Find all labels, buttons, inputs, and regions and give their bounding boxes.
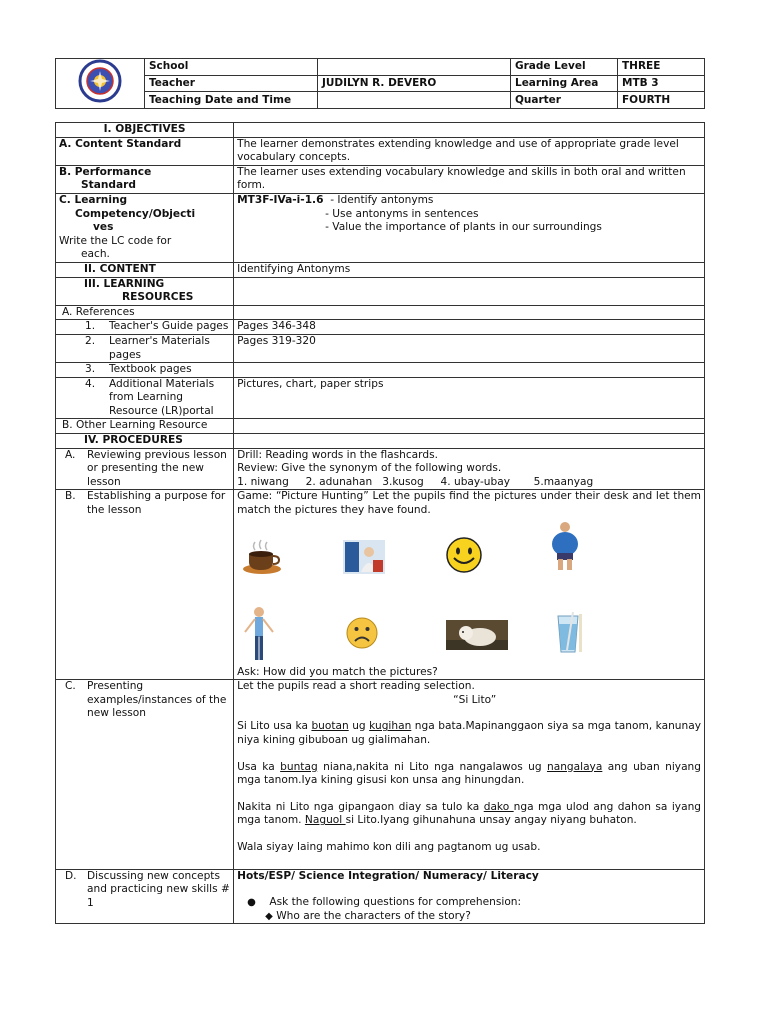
content-row [56, 262, 705, 277]
game-instructions: Game: “Picture Hunting” Let the pupils find the pictures under their desk and let them match the pictures they have found. [237, 490, 701, 517]
content-standard-label: A. Content Standard [56, 137, 234, 165]
header-table [55, 58, 705, 109]
content-value: Identifying Antonyms [234, 262, 705, 277]
resource-item-row: 1. Teacher's Guide pages Pages 346-348 [56, 320, 705, 335]
quarter-label: Quarter [511, 92, 618, 109]
resource-item-label: Learner's Materials pages [109, 334, 210, 361]
reading-intro: Let the pupils read a short reading selection. [237, 680, 475, 693]
story-title: “Si Lito” [453, 693, 497, 706]
lesson-table [55, 122, 705, 924]
glass-of-water-icon [553, 610, 583, 654]
resources-label-1: III. LEARNING [84, 277, 165, 290]
lc-code: MT3F-IVa-i-1.6 [237, 193, 324, 206]
drill-line: Drill: Reading words in the flashcards. [237, 448, 438, 461]
lc-item-2: - Use antonyms in sentences [325, 207, 479, 220]
hot-coffee-icon [241, 536, 283, 576]
performance-standard-row [56, 165, 705, 193]
resource-item-value [234, 363, 705, 378]
content-standard-text: The learner demonstrates extending knowledge and use of appropriate grade level vocabulary concepts. [234, 137, 705, 165]
comprehension-question-1: Who are the characters of the story? [276, 909, 471, 922]
resource-item-row: 2. Learner's Materials pages Pages 319-320 [56, 334, 705, 362]
references-label: A. References [56, 305, 234, 320]
picture-grid [237, 518, 701, 666]
fat-man-icon [547, 520, 583, 572]
resources-label-2: RESOURCES [122, 291, 194, 304]
integration-heading: Hots/ESP/ Science Integration/ Numeracy/ Literacy [237, 869, 539, 882]
competency-label-1: C. Learning [59, 193, 128, 206]
procedures-label: IV. PROCEDURES [56, 434, 234, 449]
sad-face-icon [345, 616, 379, 650]
date-label: Teaching Date and Time [145, 92, 318, 109]
area-value: MTB 3 [618, 75, 705, 92]
procedure-a-label: Reviewing previous lesson or presenting the new lesson [87, 448, 227, 488]
ask-question: Ask: How did you match the pictures? [237, 665, 438, 678]
competency-label-3: ves [93, 221, 114, 234]
grade-value: THREE [618, 59, 705, 76]
resource-item-value: Pictures, chart, paper strips [234, 377, 705, 419]
content-label: II. CONTENT [56, 262, 234, 277]
procedure-b-row: B. Establishing a purpose for the lesson Game: “Picture Hunting” Let the pupils find the pictures under their desk and let them match the pictures they have found. Ask: How did you match the pictures? [56, 490, 705, 680]
deped-seal-icon [76, 59, 124, 103]
school-value [318, 59, 511, 76]
comprehension-instruction: Ask the following questions for comprehension: [269, 896, 522, 909]
story-paragraph-1: Si Lito usa ka buotan ug kugihan nga bata.Mapinanggaon siya sa mga tanom, kanunay niya kining gibuboan ug gialimahan. [237, 720, 701, 746]
story-paragraph-2: Usa ka buntag niana,nakita ni Lito nga nangalawos ug nangalaya ang uban niyang mga tanom.Iya kining gisusi kon unsa ang hinungdan. [237, 760, 701, 787]
content-standard-row [56, 137, 705, 165]
quarter-value: FOURTH [618, 92, 705, 109]
synonym-words: 1. niwang 2. adunahan 3.kusog 4. ubay-ubay 5.maanyag [237, 475, 594, 488]
teacher-label: Teacher [145, 75, 318, 92]
resources-heading-row [56, 277, 705, 305]
thin-man-icon [243, 606, 275, 662]
performance-label-1: B. Performance [59, 165, 152, 178]
grade-label: Grade Level [511, 59, 618, 76]
resource-item-label: Additional Materials from Learning Resource (LR)portal [109, 377, 215, 417]
other-resource-label: B. Other Learning Resource [56, 419, 234, 434]
objectives-heading: I. OBJECTIVES [56, 123, 234, 138]
procedure-c-row: C. Presenting examples/instances of the new lesson Let the pupils read a short reading selection. “Si Lito” Si Lito usa ka buotan ug kugihan nga bata.Mapinanggaon siya sa mga tanom, kanunay niya kining gibuboan ug gialimahan. Usa ka buntag niana,nakita ni Lito nga nangalawos ug nangalaya ang uban niyang mga tanom.Iya kining gisusi kon unsa ang hinungdan. Nakita ni Lito nga gipangaon diay sa tulo ka dako nga mga ulod ang dahon sa iyang mga tanom. Naguol si Lito.Iyang gihunahuna unsay angay niyang buhaton. Wala siyay laing mahimo kon dili ang pagtanom ug usab. [56, 680, 705, 869]
procedures-heading-row [56, 434, 705, 449]
procedure-d-row: D. Discussing new concepts and practicing new skills # 1 Hots/ESP/ Science Integration/ Numeracy/ Literacy ● Ask the following questions for comprehension: ◆ Who are the characters of the story? [56, 869, 705, 924]
bullet-circle-icon: ● [247, 897, 256, 909]
dog-photo-icon [446, 620, 508, 650]
performance-label-2: Standard [81, 179, 136, 192]
area-label: Learning Area [511, 75, 618, 92]
other-resource-value [234, 419, 705, 434]
lc-item-3: - Value the importance of plants in our surroundings [325, 221, 602, 234]
date-value [318, 92, 511, 109]
cold-person-icon [343, 540, 385, 574]
procedure-d-label: Discussing new concepts and practicing new skills # 1 [87, 869, 230, 909]
review-line: Review: Give the synonym of the following words. [237, 462, 502, 475]
references-row [56, 305, 705, 320]
story-paragraph-4: Wala siyay laing mahimo kon dili ang pagtanom ug usab. [237, 840, 541, 853]
deped-seal [56, 59, 145, 109]
bullet-diamond-icon: ◆ [265, 910, 273, 922]
resource-item-row: 4. Additional Materials from Learning Resource (LR)portal Pictures, chart, paper strips [56, 377, 705, 419]
other-resource-row [56, 419, 705, 434]
procedure-c-label: Presenting examples/instances of the new lesson [87, 680, 227, 720]
procedure-a-row: A. Reviewing previous lesson or presenting the new lesson Drill: Reading words in the flashcards. Review: Give the synonym of the following words. 1. niwang 2. adunahan 3.kusog 4. ubay-ubay 5.maanyag [56, 448, 705, 490]
procedure-b-label: Establishing a purpose for the lesson [87, 490, 226, 517]
competency-label-2: Competency/Objecti [75, 207, 196, 220]
teacher-value: JUDILYN R. DEVERO [318, 75, 511, 92]
lc-item-1: - Identify antonyms [330, 193, 434, 206]
resource-item-value: Pages 346-348 [234, 320, 705, 335]
resource-item-label: Teacher's Guide pages [109, 320, 229, 333]
story-paragraph-3: Nakita ni Lito nga gipangaon diay sa tulo ka dako nga mga ulod ang dahon sa iyang mga tanom. Naguol si Lito.Iyang gihunahuna unsay angay niyang buhaton. [237, 800, 702, 827]
school-label: School [145, 59, 318, 76]
resource-item-row: 3. Textbook pages [56, 363, 705, 378]
resource-item-label: Textbook pages [109, 363, 192, 376]
performance-standard-text: The learner uses extending vocabulary knowledge and skills in both oral and written form. [234, 165, 705, 193]
competency-note-2: each. [81, 248, 110, 261]
resource-item-value: Pages 319-320 [234, 334, 705, 362]
happy-face-icon [445, 536, 483, 574]
competency-note-1: Write the LC code for [59, 234, 172, 247]
competency-row [56, 193, 705, 262]
objectives-heading-row [56, 123, 705, 138]
